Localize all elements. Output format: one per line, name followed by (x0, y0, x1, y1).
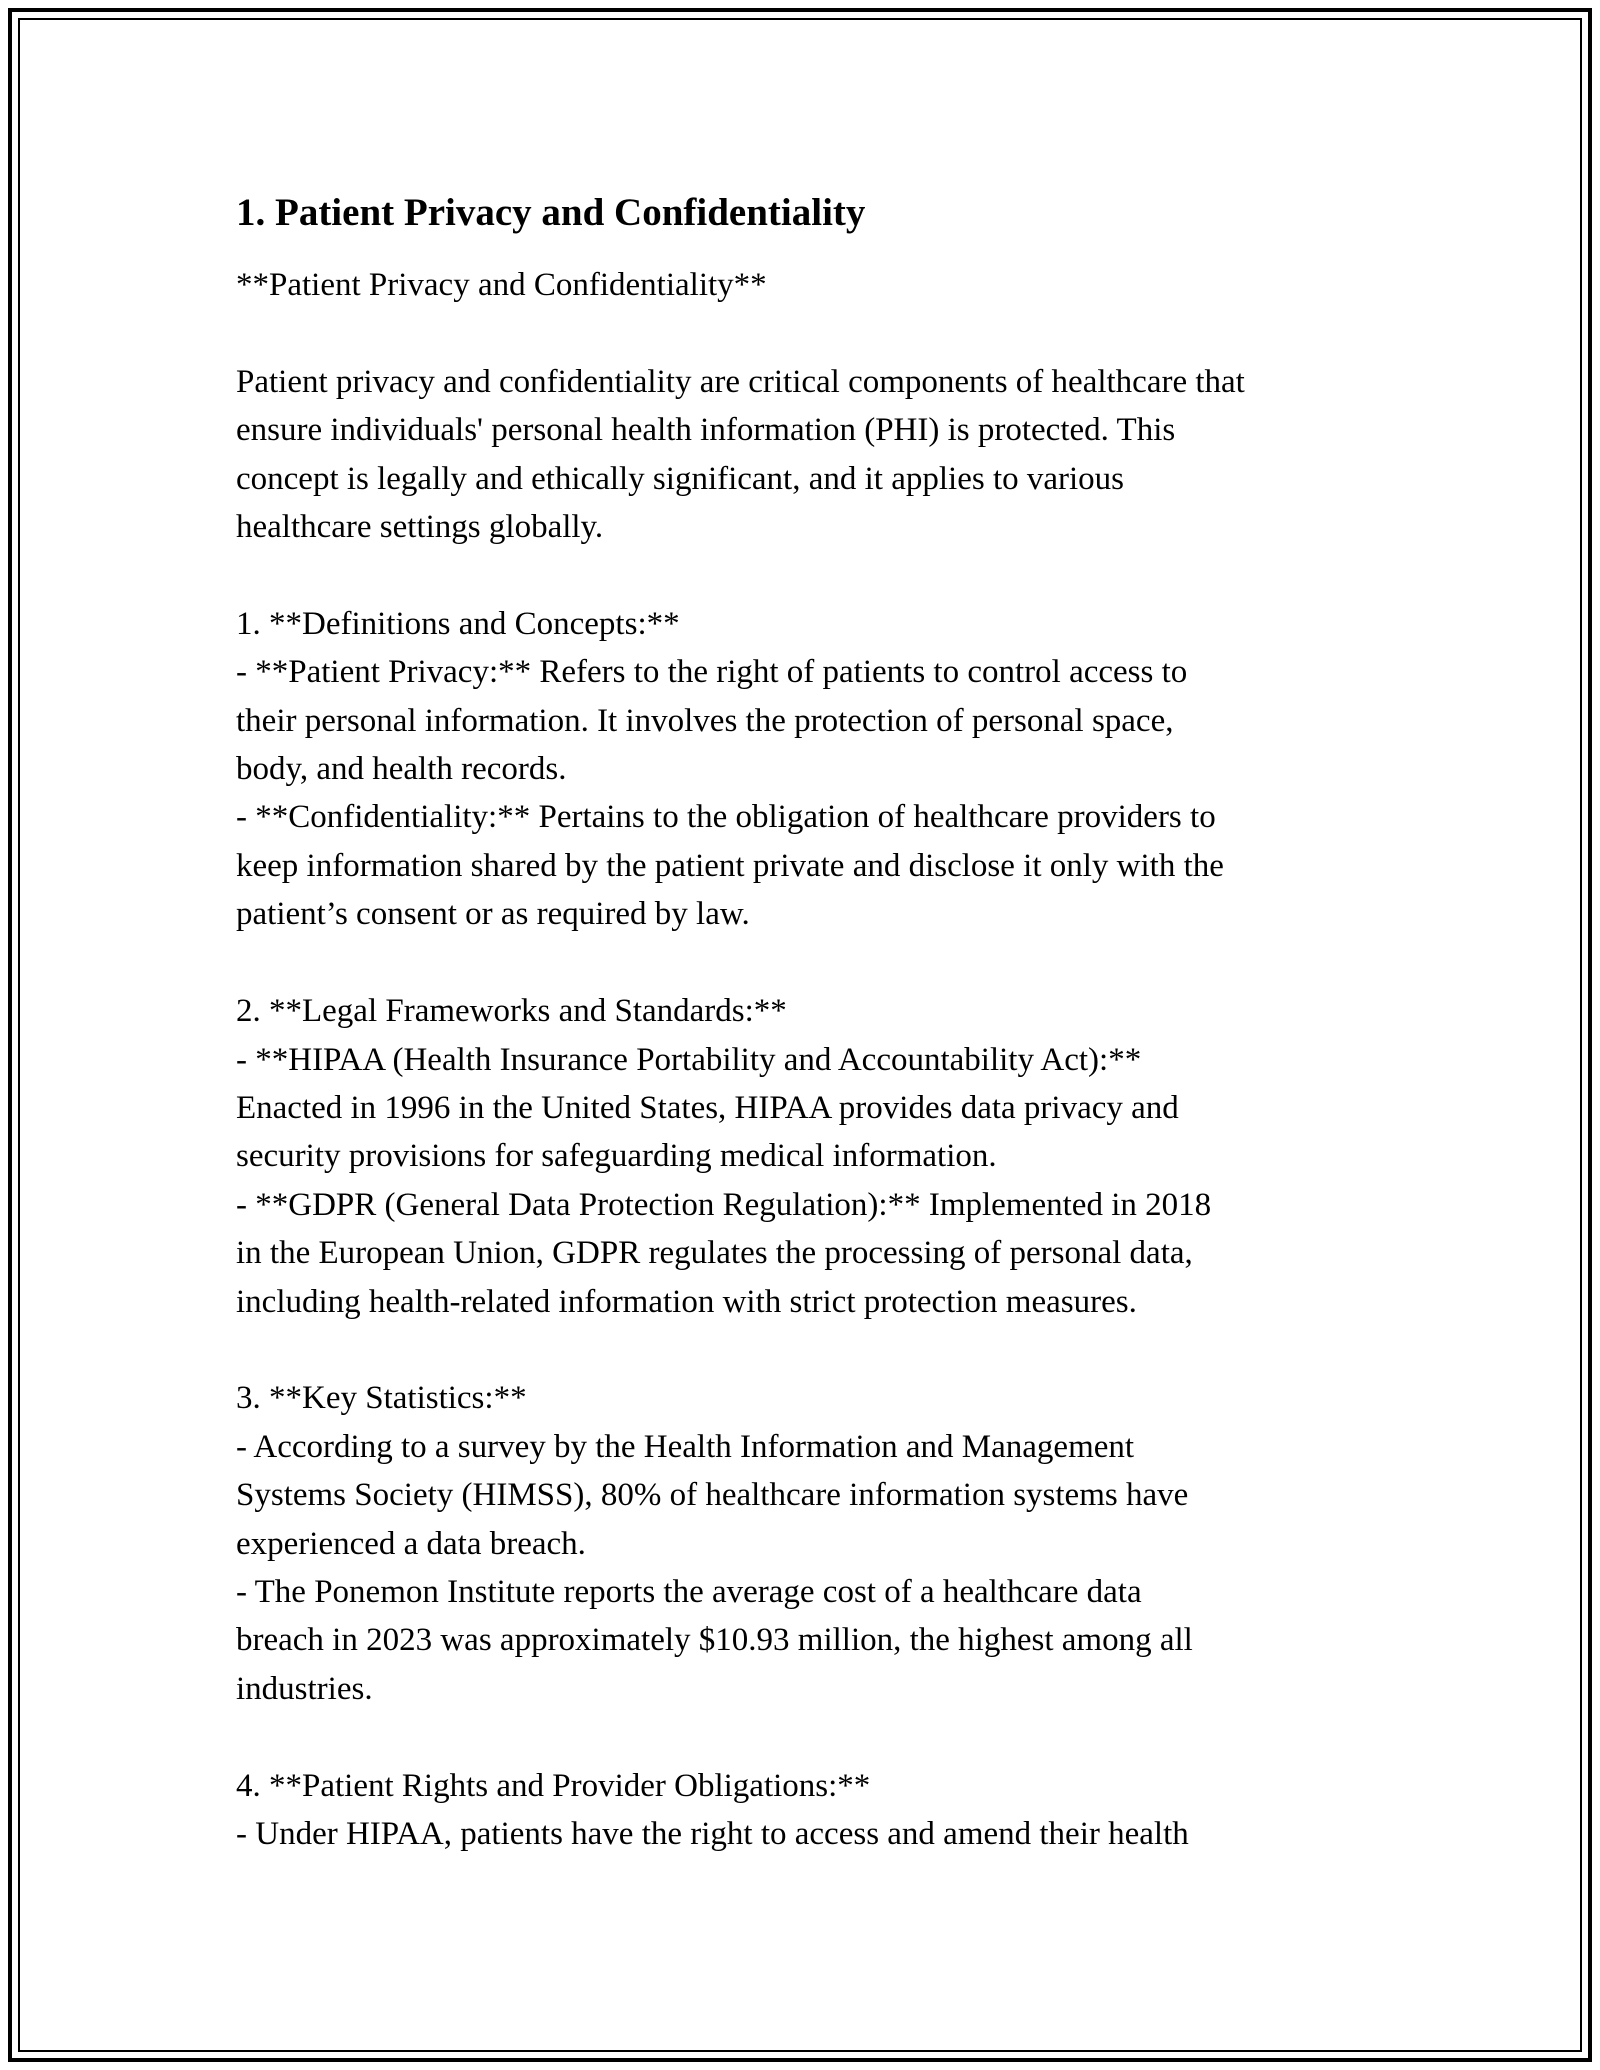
section-body-text: **Patient Privacy and Confidentiality** Patient privacy and confidentiality are critical components of healthcare that ensure individuals' personal health information (PHI) is protected. This concept is legally and ethically significant, and it applies to various healthcare settings globally. 1. **Definitions and Concepts:** - **Patient Privacy:** Refers to the right of patients to control access to their personal information. It involves the protection of personal space, body, and health records. - **Confidentiality:** Pertains to the obligation of healthcare providers to keep information shared by the patient private and disclose it only with the patient’s consent or as required by law. 2. **Legal Frameworks and Standards:** - **HIPAA (Health Insurance Portability and Accountability Act):** Enacted in 1996 in the United States, HIPAA provides data privacy and security provisions for safeguarding medical information. - **GDPR (General Data Protection Regulation):** Implemented in 2018 in the European Union, GDPR regulates the processing of personal data, including health-related information with strict protection measures. 3. **Key Statistics:** - According to a survey by the Health Information and Management Systems Society (HIMSS), 80% of healthcare information systems have experienced a data breach. - The Ponemon Institute reports the average cost of a healthcare data breach in 2023 was approximately $10.93 million, the highest among all industries. 4. **Patient Rights and Provider Obligations:** - Under HIPAA, patients have the right to access and amend their health (236, 267, 1245, 1852)
document-content (236, 185, 1376, 1858)
section-heading: 1. Patient Privacy and Confidentiality (236, 191, 866, 234)
